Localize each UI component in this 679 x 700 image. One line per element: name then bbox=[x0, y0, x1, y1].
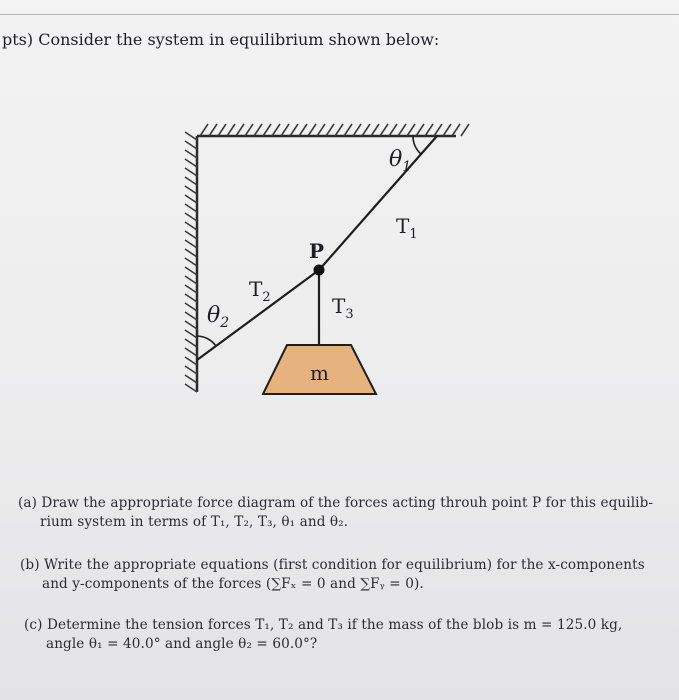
wall bbox=[185, 132, 197, 392]
wall-hatch-mark bbox=[185, 195, 197, 203]
wall-hatch-mark bbox=[185, 375, 197, 383]
ceiling-hatch-mark bbox=[281, 124, 289, 136]
wall-hatch-mark bbox=[185, 168, 197, 176]
ceiling-hatch-mark bbox=[425, 124, 433, 136]
wall-hatch-mark bbox=[185, 213, 197, 221]
ceiling-hatch-mark bbox=[389, 124, 397, 136]
ceiling-hatch-mark bbox=[434, 124, 442, 136]
wall-hatch-mark bbox=[185, 321, 197, 329]
mass-label: m bbox=[310, 361, 329, 385]
ceiling-hatch-mark bbox=[200, 124, 208, 136]
ceiling-hatch-mark bbox=[461, 124, 469, 136]
ceiling-hatch-mark bbox=[380, 124, 388, 136]
ceiling-hatch-mark bbox=[371, 124, 379, 136]
point-p bbox=[314, 265, 325, 276]
ceiling-hatch-mark bbox=[272, 124, 280, 136]
ceiling-hatch-mark bbox=[209, 124, 217, 136]
ceiling-hatch-mark bbox=[227, 124, 235, 136]
theta1-arc bbox=[413, 136, 421, 154]
wall-hatch-mark bbox=[185, 177, 197, 185]
ceiling-hatch-mark bbox=[344, 124, 352, 136]
theta1-label: $\theta_1$ bbox=[389, 147, 412, 175]
wall-hatch-mark bbox=[185, 348, 197, 356]
ceiling-hatch-mark bbox=[398, 124, 406, 136]
wall-hatch-mark bbox=[185, 258, 197, 266]
question-c bbox=[24, 616, 674, 654]
question-c-line2: angle θ₁ = 40.0° and angle θ₂ = 60.0°? bbox=[46, 636, 318, 652]
ceiling-hatch-mark bbox=[335, 124, 343, 136]
wall-hatch-mark bbox=[185, 222, 197, 230]
ceiling-hatch-mark bbox=[353, 124, 361, 136]
wall-hatch-mark bbox=[185, 384, 197, 392]
t3-label: $T_3$ bbox=[332, 294, 354, 322]
wall-hatch-mark bbox=[185, 267, 197, 275]
wall-hatch-mark bbox=[185, 141, 197, 149]
t1-label: $T_1$ bbox=[396, 214, 418, 242]
p-label: P bbox=[309, 239, 325, 263]
wall-hatch-mark bbox=[185, 330, 197, 338]
wall-hatch-mark bbox=[185, 204, 197, 212]
wall-hatch-mark bbox=[185, 231, 197, 239]
ceiling-hatch-mark bbox=[443, 124, 451, 136]
ceiling-hatch-mark bbox=[407, 124, 415, 136]
question-b-line1: (b) Write the appropriate equations (first condition for equilibrium) for the x-components bbox=[20, 557, 645, 573]
ceiling bbox=[197, 124, 469, 136]
problem-header: pts) Consider the system in equilibrium shown below: bbox=[2, 30, 440, 49]
ceiling-hatch-mark bbox=[326, 124, 334, 136]
wall-hatch-mark bbox=[185, 285, 197, 293]
wall-hatch-mark bbox=[185, 186, 197, 194]
wall-hatch-mark bbox=[185, 150, 197, 158]
theta2-label: $\theta_2$ bbox=[207, 303, 230, 331]
rope-t1 bbox=[319, 136, 437, 270]
wall-hatch-mark bbox=[185, 366, 197, 374]
wall-hatch-mark bbox=[185, 294, 197, 302]
theta2-arc bbox=[197, 336, 216, 346]
question-a-line2: rium system in terms of T₁, T₂, T₃, θ₁ and θ₂. bbox=[40, 514, 349, 530]
ceiling-hatch-mark bbox=[218, 124, 226, 136]
wall-hatch-mark bbox=[185, 339, 197, 347]
ceiling-hatch-mark bbox=[245, 124, 253, 136]
wall-hatch-mark bbox=[185, 276, 197, 284]
ceiling-hatch-mark bbox=[416, 124, 424, 136]
wall-hatch-mark bbox=[185, 132, 197, 140]
ceiling-hatch-mark bbox=[308, 124, 316, 136]
ceiling-hatch-mark bbox=[317, 124, 325, 136]
question-c-line1: (c) Determine the tension forces T₁, T₂ and T₃ if the mass of the blob is m = 125.0 kg, bbox=[24, 617, 623, 633]
question-a-line1: (a) Draw the appropriate force diagram of the forces acting throuh point P for this equilib- bbox=[18, 495, 654, 511]
wall-hatch-mark bbox=[185, 312, 197, 320]
ceiling-hatch-mark bbox=[299, 124, 307, 136]
ceiling-hatch-mark bbox=[362, 124, 370, 136]
question-b-line2: and y-components of the forces (∑Fₓ = 0 and ∑Fᵧ = 0). bbox=[42, 576, 424, 592]
wall-hatch-mark bbox=[185, 159, 197, 167]
ceiling-hatch-mark bbox=[254, 124, 262, 136]
wall-hatch-mark bbox=[185, 240, 197, 248]
ceiling-hatch-mark bbox=[290, 124, 298, 136]
ceiling-hatch-mark bbox=[236, 124, 244, 136]
wall-hatch-mark bbox=[185, 357, 197, 365]
question-a bbox=[18, 494, 668, 532]
t2-label: $T_2$ bbox=[249, 277, 271, 305]
wall-hatch-mark bbox=[185, 249, 197, 257]
question-b bbox=[20, 556, 670, 594]
wall-hatch-mark bbox=[185, 303, 197, 311]
ceiling-hatch-mark bbox=[263, 124, 271, 136]
ceiling-hatch-mark bbox=[452, 124, 460, 136]
